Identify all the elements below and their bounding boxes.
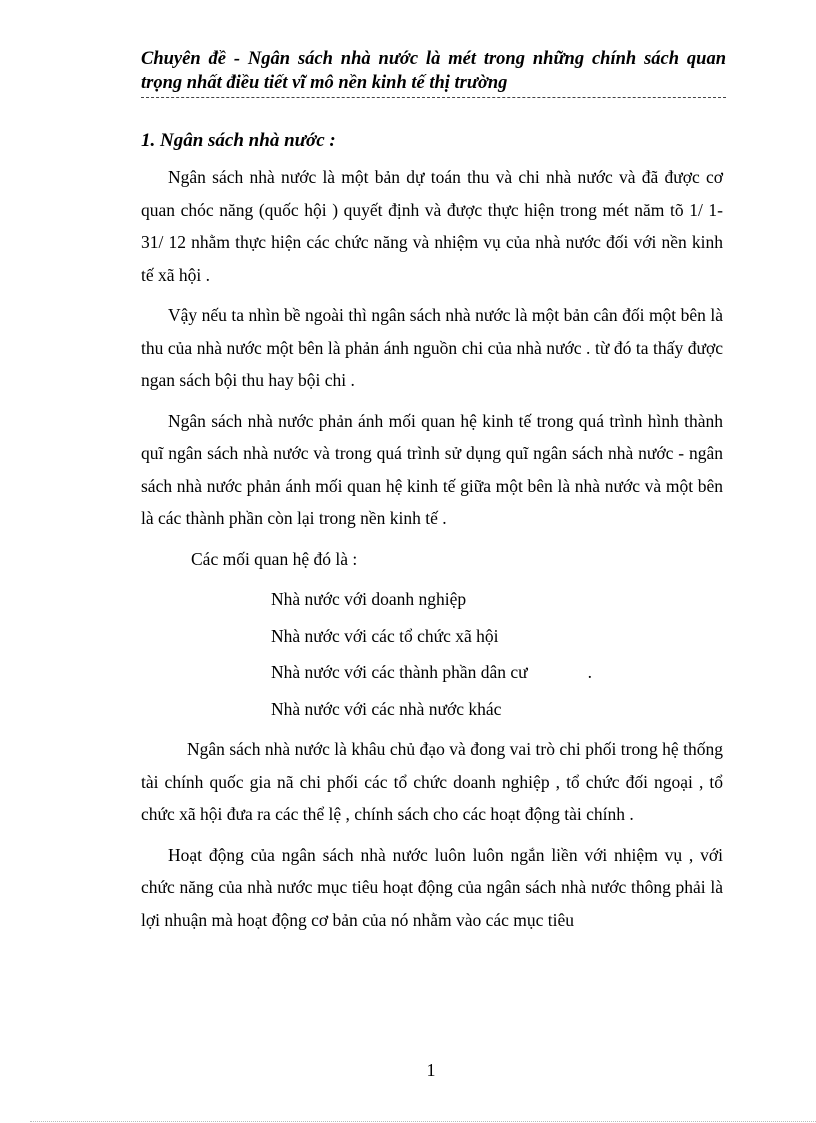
relations-list bbox=[141, 583, 723, 725]
list-item-text: Nhà nước với các tổ chức xã hội bbox=[271, 625, 499, 646]
paragraph-role: Ngân sách nhà nước là khâu chủ đạo và đong vai trò chi phối trong hệ thống tài chính quốc gia nã chi phối các tổ chức doanh nghiệp , tổ chức đối ngoại , tổ chức xã hội đưa ra các thể lệ , chính sách cho các hoạt động tài chính . bbox=[141, 739, 723, 824]
document-header: Chuyên đề - Ngân sách nhà nước là mét trong những chính sách quan trọng nhất điều tiết vĩ mô nền kinh tế thị trường bbox=[141, 47, 726, 98]
document-body bbox=[141, 161, 723, 944]
page-number: 1 bbox=[426, 1060, 436, 1080]
relations-intro: Các mối quan hệ đó là : bbox=[191, 548, 358, 569]
paragraph-balance: Vậy nếu ta nhìn bề ngoài thì ngân sách nhà nước là một bản cân đối một bên là thu của nhà nước một bên là phản ánh nguồn chi của nhà nước . từ đó ta thấy được ngan sách bội thu hay bội chi . bbox=[141, 305, 723, 390]
section-heading: 1. Ngân sách nhà nước : bbox=[141, 130, 336, 151]
list-item bbox=[271, 656, 723, 689]
list-item bbox=[271, 583, 723, 616]
footer-divider bbox=[30, 1121, 816, 1122]
list-item bbox=[271, 693, 723, 726]
trailing-period: . bbox=[587, 662, 592, 682]
list-item bbox=[271, 620, 723, 653]
paragraph-relations: Ngân sách nhà nước phản ánh mối quan hệ kinh tế trong quá trình hình thành quĩ ngân sách nhà nước và trong quá trình sử dụng quĩ ngân sách nhà nước - ngân sách nhà nước phản ánh mối quan hệ kinh tế giữa một bên là nhà nước và một bên là các thành phần còn lại trong nền kinh tế . bbox=[141, 410, 723, 528]
list-item-text: Nhà nước với các nhà nước khác bbox=[271, 698, 502, 719]
list-item-text: Nhà nước với doanh nghiệp bbox=[271, 589, 467, 609]
paragraph-activity: Hoạt động của ngân sách nhà nước luôn luôn ngắn liền với nhiệm vụ , với chức năng của nhà nước mục tiêu hoạt động của ngân sách nhà nước thông phải là lợi nhuận mà hoạt động cơ bản của nó nhằm vào các mục tiêu bbox=[141, 844, 723, 930]
list-item-text: Nhà nước với các thành phần dân cư bbox=[271, 662, 528, 682]
paragraph-definition: Ngân sách nhà nước là một bản dự toán thu và chi nhà nước và đã được cơ quan chóc năng (quốc hội ) quyết định và được thực hiện trong mét năm tõ 1/ 1-31/ 12 nhằm thực hiện các chức năng và nhiệm vụ của nhà nước đối với nền kinh tế xã hội . bbox=[141, 167, 723, 285]
